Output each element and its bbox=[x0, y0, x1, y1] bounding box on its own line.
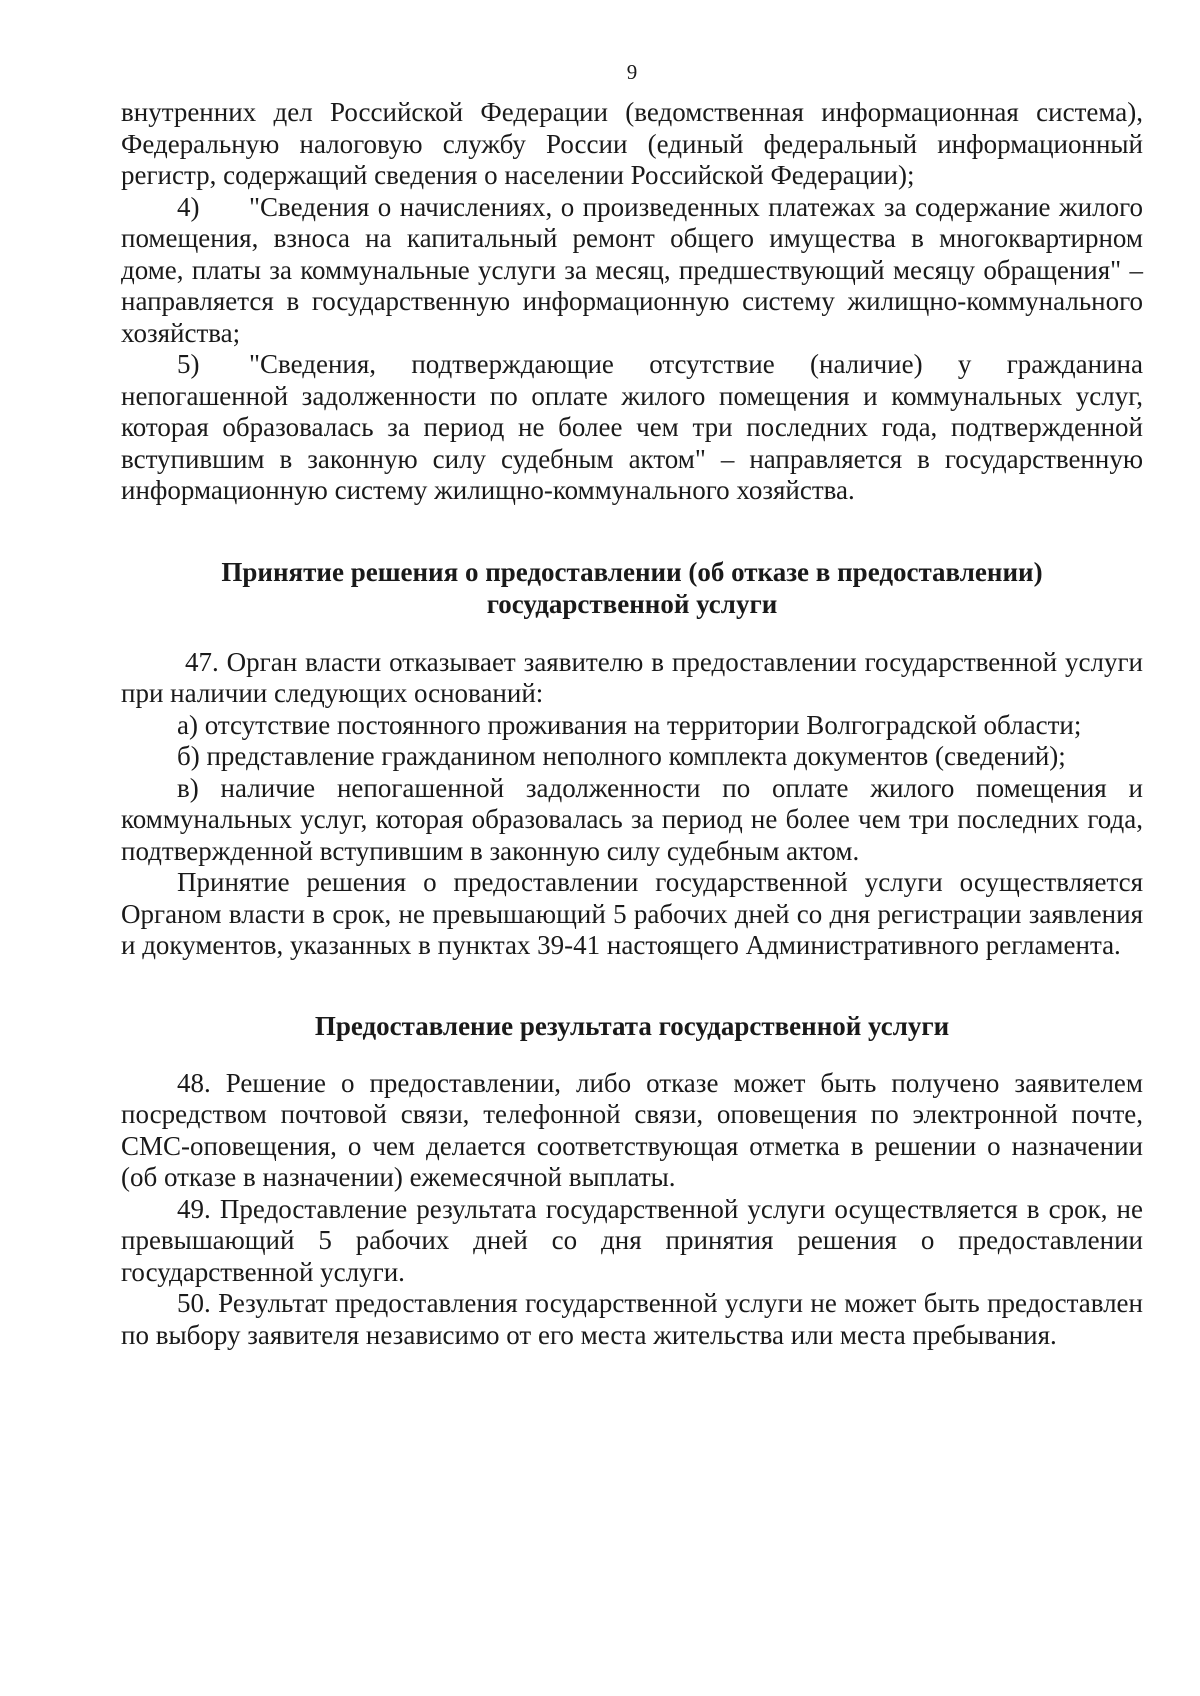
reason-a: а) отсутствие постоянного проживания на территории Волгоградской области; bbox=[177, 709, 1082, 740]
list-item-number: 4) bbox=[177, 191, 200, 222]
list-item-text: "Сведения о начислениях, о произведенных платежах за содержание жилого помещения, взноса на капитальный ремонт общего имущества в многоквартирном доме, платы за коммунальные услуги за месяц, предшествующий месяцу обращения" – направляется в государственную информационную систему жилищно-коммунального хозяйства; bbox=[121, 191, 1143, 348]
reason-b: б) представление гражданином неполного комплекта документов (сведений); bbox=[177, 741, 1066, 771]
decision-paragraph: Принятие решения о предоставлении государственной услуги осуществляется Органом власти в срок, не превышающий 5 рабочих дней со дня регистрации заявления и документов, указанных в пунктах 39-41 настоящего Административного регламента. bbox=[121, 867, 1143, 960]
list-item-5 bbox=[121, 349, 1143, 507]
paragraph-47: 47. Орган власти отказывает заявителю в предоставлении государственной услуги при наличии следующих оснований: bbox=[121, 646, 1143, 708]
list-item-4 bbox=[121, 192, 1143, 350]
paragraph-48: 48. Решение о предоставлении, либо отказе может быть получено заявителем посредством почтовой связи, телефонной связи, оповещения по электронной почте, СМС-оповещения, о чем делается соответствующая отметка в решении о назначении (об отказе в назначении) ежемесячной выплаты. bbox=[121, 1067, 1143, 1192]
document-page bbox=[121, 60, 1143, 1351]
section-heading-line: Предоставление результата государственной услуги bbox=[314, 1010, 950, 1041]
reason-c: в) наличие непогашенной задолженности по оплате жилого помещения и коммунальных услуг, которая образовалась за период не более чем три последних года, подтвержденной вступившим в законную силу судебным актом. bbox=[121, 772, 1143, 866]
section-heading-result bbox=[121, 1010, 1143, 1042]
section-heading-decision bbox=[121, 556, 1143, 620]
list-item-text: "Сведения, подтверждающие отсутствие (наличие) у гражданина непогашенной задолженности по оплате жилого помещения и коммунальных услуг, которая образовалась за период не более чем три последних года, подтвержденной вступившим в законную силу судебным актом" – направляется в государственную информационную систему жилищно-коммунального хозяйства. bbox=[121, 349, 1143, 505]
list-item-number: 5) bbox=[177, 349, 200, 379]
paragraph-49: 49. Предоставление результата государственной услуги осуществляется в срок, не превышающий 5 рабочих дней со дня принятия решения о предоставлении государственной услуги. bbox=[121, 1193, 1143, 1287]
section-heading-line: Принятие решения о предоставлении (об отказе в предоставлении) bbox=[221, 556, 1043, 587]
page-number: 9 bbox=[626, 60, 638, 84]
section-heading-line: государственной услуги bbox=[486, 588, 778, 619]
intro-paragraph: внутренних дел Российской Федерации (ведомственная информационная система), Федеральную налоговую службу России (единый федеральный информационный регистр, содержащий сведения о населении Российской Федерации); bbox=[121, 97, 1143, 190]
paragraph-50: 50. Результат предоставления государственной услуги не может быть предоставлен по выбору заявителя независимо от его места жительства или места пребывания. bbox=[121, 1288, 1143, 1350]
